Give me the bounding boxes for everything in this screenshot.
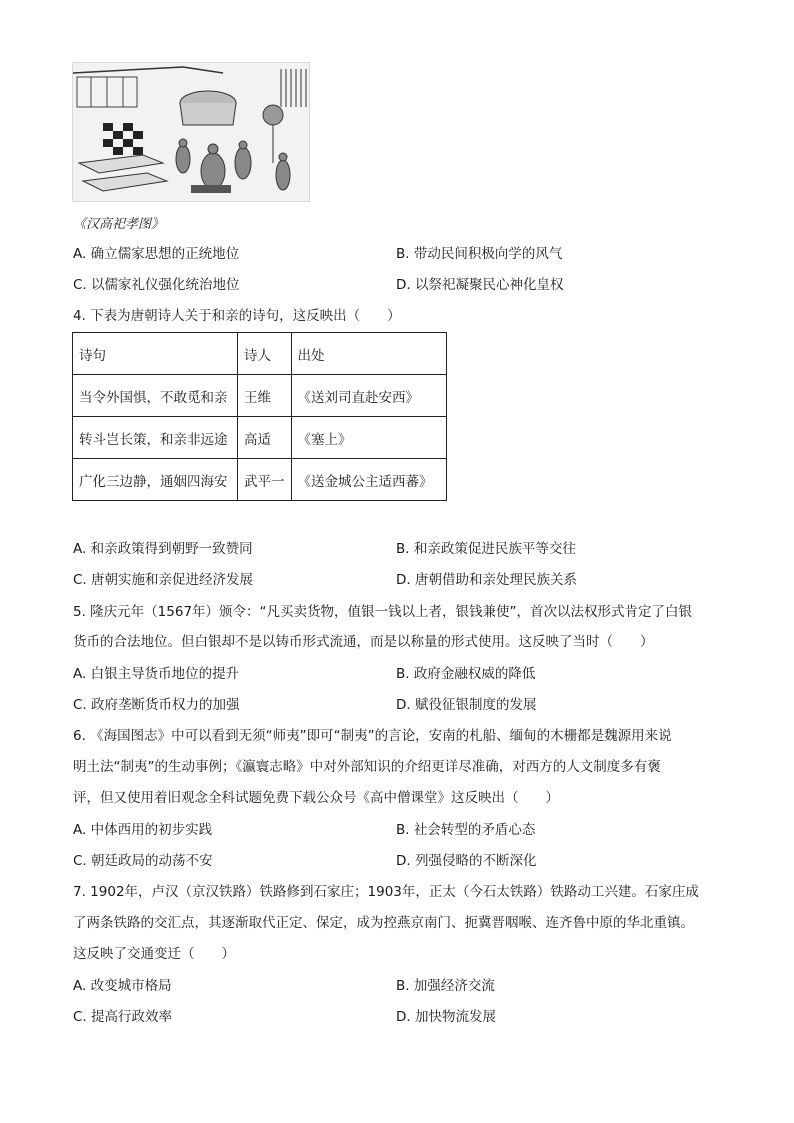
q5-option-c: C. 政府垄断货币权力的加强 — [73, 697, 240, 713]
q7-option-d: D. 加快物流发展 — [396, 1009, 496, 1025]
q6-option-c: C. 朝廷政局的动荡不安 — [73, 853, 213, 869]
table-header: 诗人 — [238, 333, 292, 375]
q3-option-b: B. 带动民间积极向学的风气 — [396, 246, 563, 262]
q3-option-c: C. 以儒家礼仪强化统治地位 — [73, 277, 240, 293]
q5-line-2: 货币的合法地位。但白银却不是以铸币形式流通，而是以称量的形式使用。这反映了当时（ ） — [73, 634, 654, 650]
q5-line-1: 5. 隆庆元年（1567年）颁令：“凡买卖货物，值银一钱以上者，银钱兼使”，首次以法权形式肯定了白银 — [73, 604, 693, 620]
table-cell: 当令外国惧，不敢觅和亲 — [73, 375, 238, 417]
q4-option-d: D. 唐朝借助和亲处理民族关系 — [396, 572, 577, 588]
q4-stem: 4. 下表为唐朝诗人关于和亲的诗句，这反映出（ ） — [73, 308, 401, 324]
q3-option-a: A. 确立儒家思想的正统地位 — [73, 246, 240, 262]
q6-line-1: 6. 《海国图志》中可以看到无须“师夷”即可“制夷”的言论，安南的札船、缅甸的木栅都是魏源用来说 — [73, 728, 672, 744]
table-header: 诗句 — [73, 333, 238, 375]
q5-option-a: A. 白银主导货币地位的提升 — [73, 666, 240, 682]
q6-option-b: B. 社会转型的矛盾心态 — [396, 822, 536, 838]
table-row — [73, 459, 447, 501]
table-cell: 武平一 — [238, 459, 292, 501]
q6-line-3: 评，但又使用着旧观念全科试题免费下载公众号《高中僧课堂》这反映出（ ） — [73, 790, 559, 806]
q4-option-c: C. 唐朝实施和亲促进经济发展 — [73, 572, 254, 588]
table-cell: 转斗岂长策，和亲非远途 — [73, 417, 238, 459]
q7-option-b: B. 加强经济交流 — [396, 978, 495, 994]
q7-line-1: 7. 1902年，卢汉（京汉铁路）铁路修到石家庄；1903年，正太（今石太铁路）铁路动工兴建。石家庄成 — [73, 884, 699, 900]
q4-option-a: A. 和亲政策得到朝野一致赞同 — [73, 541, 253, 557]
table-cell: 《送金城公主适西蕃》 — [291, 459, 446, 501]
table-row — [73, 375, 447, 417]
q5-option-b: B. 政府金融权威的降低 — [396, 666, 536, 682]
table-cell: 《塞上》 — [291, 417, 446, 459]
q7-option-c: C. 提高行政效率 — [73, 1009, 173, 1025]
q7-line-3: 这反映了交通变迁（ ） — [73, 946, 235, 962]
illustration-image — [72, 62, 310, 202]
table-cell: 高适 — [238, 417, 292, 459]
table-header: 出处 — [291, 333, 446, 375]
q7-option-a: A. 改变城市格局 — [73, 978, 172, 994]
q4-option-b: B. 和亲政策促进民族平等交往 — [396, 541, 576, 557]
table-header-row — [73, 333, 447, 375]
table-row — [73, 417, 447, 459]
poem-table — [72, 332, 447, 501]
q5-option-d: D. 赋役征银制度的发展 — [396, 697, 537, 713]
table-cell: 王维 — [238, 375, 292, 417]
image-caption: 《汉高祀孝图》 — [73, 217, 165, 232]
table-cell: 《送刘司直赴安西》 — [291, 375, 446, 417]
q6-option-a: A. 中体西用的初步实践 — [73, 822, 213, 838]
q6-line-2: 明土法“制夷”的生动事例；《瀛寰志略》中对外部知识的介绍更详尽准确，对西方的人文制度多有褒 — [73, 759, 661, 775]
q7-line-2: 了两条铁路的交汇点，其逐渐取代正定、保定，成为控燕京南门、扼冀晋咽喉、连齐鲁中原的华北重镇。 — [73, 915, 694, 931]
q6-option-d: D. 列强侵略的不断深化 — [396, 853, 537, 869]
table-cell: 广化三边静，通姻四海安 — [73, 459, 238, 501]
q3-option-d: D. 以祭祀凝聚民心神化皇权 — [396, 277, 564, 293]
